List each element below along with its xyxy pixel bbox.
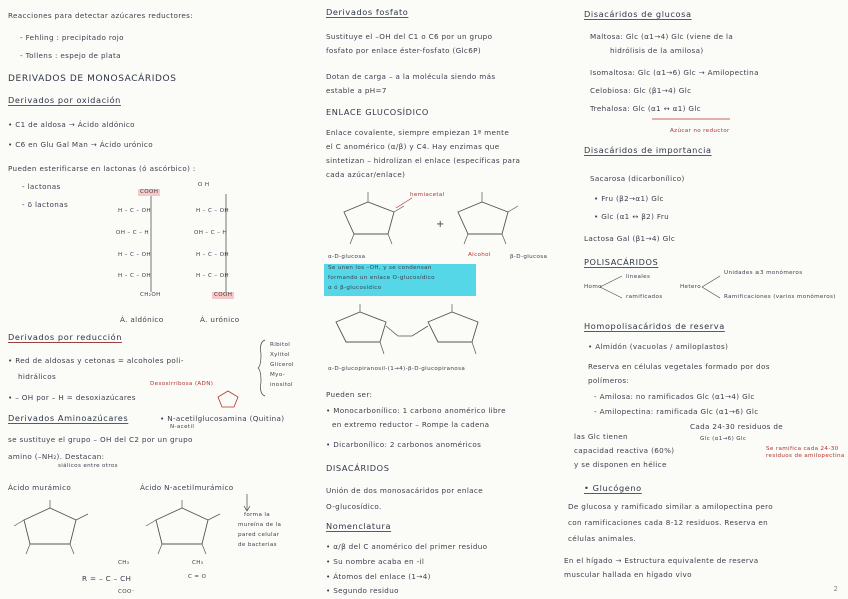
fischer-a-top: COOH [140,189,159,195]
lactonas-item: - lactonas [22,182,61,191]
disacaridos-title: DISACÁRIDOS [326,463,390,473]
nomenclatura-item: • α/β del C anomérico del primer residuo [326,542,488,551]
glicosidico-line-4: cada azúcar/enlace) [326,170,406,179]
fischer-a-row: H – C – OH [118,252,151,258]
sacarosa-glc: • Glc (α1 ↔ β2) Fru [594,212,670,221]
arrow-down-icon [244,494,250,512]
hetero-ramificaciones: Ramificaciones (varios monómeros) [724,294,836,300]
homo-lineales: lineales [626,274,651,280]
glicosidico-line-2: el C anomérico (α/β) y C4. Hay enzimas que [326,142,500,151]
beta-glucose-ring [452,198,522,248]
pueden-ser: Pueden ser: [326,390,373,399]
monocarbonilico-line-2: en extremo reductor – Rompe la cadena [332,420,490,429]
capacidad-line: capacidad reactiva (60%) [574,446,675,455]
column-middle [318,0,580,599]
acetilmuramico-ring [142,500,232,556]
carbonyl-label: C = O [188,574,207,580]
cada-line: Cada 24-30 residuos de [690,422,784,431]
amilopectina-line: - Amilopectina: ramificada Glc (α1→6) Glc [594,407,759,416]
glicosidico-line-3: sintetizan – hidrolizan el enlace (específicas para [326,156,521,165]
reduccion-example: inositol [270,382,293,388]
reduccion-example: Myo- [270,372,286,378]
glicosidico-title: ENLACE GLUCOSÍDICO [326,107,429,117]
amino-line-2: amino (–NH₂). Destacan: [8,452,105,461]
glc-tienen: las Glc tienen [574,432,628,441]
delta-lactonas-item: - δ lactonas [22,200,69,209]
nomenclatura-item: • Átomos del enlace (1→4) [326,572,431,581]
reduccion-line-1: • Red de aldosas y cetonas = alcoholes poli- [8,356,184,365]
reserva-line-1: Reserva en células vegetales formado por dos [588,362,770,371]
oxidacion-line-1: • C1 de aldosa → Ácido aldónico [8,120,135,129]
dicarbonilico-line: • Dicarbonílico: 2 carbonos anoméricos [326,440,482,449]
oxidacion-line-3: Pueden esterificarse en lactonas (ó ascórbico) : [8,164,196,173]
maltosa-line-2: hidrólisis de la amilosa) [610,46,704,55]
almidon-line: • Almidón (vacuolas / amiloplastos) [588,342,729,351]
reserva-line-2: polímeros: [588,376,630,385]
reserva-title: Homopolisacáridos de reserva [584,321,725,331]
isomaltosa-line: Isomaltosa: Glc (α1→6) Glc → Amilopectina [590,68,759,77]
glicosidico-line-1: Enlace covalente, siempre empiezan 1ª mente [326,128,510,137]
reduccion-example: Ribitol [270,342,291,348]
derivados-title: DERIVADOS DE MONOSACÁRIDOS [8,74,177,84]
cyan-line-2: formando un enlace O-glucosídico [328,275,435,281]
disaccharide-diagram [332,304,492,360]
amino-line-1: se sustituye el grupo – OH del C2 por un grupo [8,435,193,444]
cyan-line-3: α ó β-glucosídico [328,285,382,291]
reduccion-line-2: • – OH por – H = desoxiazúcares [8,393,136,402]
oxidacion-title: Derivados por oxidación [8,95,121,105]
r-formula: R = – C – CH [82,574,132,583]
glucogeno-line-4: En el hígado → Estructura equivalente de reserva [564,556,759,565]
maltosa-line: Maltosa: Glc (α1→4) Glc (viene de la [590,32,734,41]
column-left [0,0,318,599]
hemiacetal-arrow-icon [394,196,414,210]
amilosa-line: - Amilosa: no ramificados Glc (α1→4) Glc [594,392,755,401]
glc-link: Glc (α1→6) Glc [700,436,747,442]
fischer-b-row: OH – C – H [194,230,227,236]
reduccion-example: Xylitol [270,352,290,358]
fosfato-line-3: Dotan de carga – a la molécula siendo más [326,72,496,81]
desoxirribosa-ring [216,389,240,409]
reduccion-title: Derivados por reducción [8,332,122,342]
hetero-branch-icon [702,274,722,300]
fischer-b-backbone [221,194,231,304]
lactosa-line: Lactosa Gal (β1→4) Glc [584,234,676,243]
disacaridos-line-1: Unión de dos monosacáridos por enlace [326,486,484,495]
amino-sub: siálicos entre otros [58,463,118,469]
hemiacetal-label: hemiacetal [410,192,445,198]
plus-sign: + [436,219,445,230]
homo-ramificados: ramificados [626,294,663,300]
muramico-ring [10,500,100,556]
reduccion-example: Glicerol [270,362,294,368]
fosfato-line-1: Sustituye el –OH del C1 o C6 por un grupo [326,32,493,41]
mureina-note: mureína de la [238,522,282,528]
homo-branch-icon [600,274,624,300]
tollens-line: - Tollens : espejo de plata [20,51,121,60]
fischer-a-row: OH – C – H [116,230,149,236]
alcohol-label: Alcohol [468,252,491,258]
fischer-a-row: H – C – OH [118,273,151,279]
mureina-note: pared celular [238,532,280,538]
glucogeno-line-3: células animales. [568,534,637,543]
helice-line: y se disponen en hélice [574,460,667,469]
disacaridos-line-2: O-glucosídico. [326,502,382,511]
amino-title: Derivados Aminoazúcares [8,413,129,423]
nomenclatura-item: • Su nombre acaba en -il [326,557,425,566]
ch3-label-2: CH₃ [192,560,204,566]
coo-label: COO⁻ [118,589,136,595]
glucogeno-line-2: con ramificaciones cada 8-12 residuos. Reserva en [568,518,769,527]
cyan-line-1: Se unen los –OH, y se condensan [328,265,432,271]
fosfato-line-4: estable a pH=7 [326,86,387,95]
hetero-label: Hetero [680,284,701,290]
fehling-line: - Fehling : precipitado rojo [20,33,124,42]
label-aldonico: Á. aldónico [120,315,164,324]
muramico-title: Ácido murámico [8,483,72,492]
glucogeno-title: • Glucógeno [584,483,642,493]
rama-note: Se ramifica cada 24-30 residuos de amilopectina [766,446,845,459]
fischer-b-top: O H [198,182,210,188]
label-uronico: Á. urónico [200,315,240,324]
page-number: 2 [833,585,838,593]
mureina-note: de bacterias [238,542,277,548]
disaccharide-label: α-D-glucopiranosil-(1→4)-β-D-glucopiranosa [328,366,466,372]
monocarbonilico-line: • Monocarbonílico: 1 carbono anomérico libre [326,406,506,415]
fischer-b-row: H – C – OH [196,273,229,279]
glucogeno-line-5: muscular hallada en hígado vivo [564,570,692,579]
nomenclatura-title: Nomenclatura [326,521,392,531]
ch3-label: CH₃ [118,560,130,566]
reduccion-line-1b: hidrálicos [18,372,57,381]
importancia-title: Disacáridos de importancia [584,145,712,155]
amino-note: • N-acetilglucosamina (Quitina) [160,414,285,423]
alpha-glucose-label: α-D-glucosa [328,254,366,260]
acetilmuramico-title: Ácido N-acetilmurámico [140,483,234,492]
intro-title: Reacciones para detectar azúcares reductores: [8,11,194,20]
fischer-b-row: H – C – OH [196,252,229,258]
oxidacion-line-2: • C6 en Glu Gal Man → Ácido urónico [8,140,153,149]
trehalosa-underline [652,116,732,122]
beta-glucose-label: β-D-glucosa [510,254,548,260]
glucosa-title: Disacáridos de glucosa [584,9,692,19]
desoxirribosa-note: Desoxirribosa (ADN) [150,381,214,387]
fosfato-title: Derivados fosfato [326,7,409,17]
fischer-b-row: H – C – OH [196,208,229,214]
glucogeno-line-1: De glucosa y ramificado similar a amilopectina pero [568,502,774,511]
trehalosa-line: Trehalosa: Glc (α1 ↔ α1) Glc [590,104,701,113]
mureina-note: forma la [244,512,271,518]
column-right [564,0,848,599]
fischer-a-bottom: CH₂OH [140,292,161,298]
fischer-a-backbone [146,196,156,306]
reduccion-brace [258,340,266,396]
celobiosa-line: Celobiosa: Glc (β1→4) Glc [590,86,692,95]
homo-label: Homo [584,284,602,290]
no-reductor-note: Azúcar no reductor [670,128,730,134]
fosfato-line-2: fosfato por enlace éster-fosfato (Glc6P) [326,46,481,55]
fischer-a-row: H – C – OH [118,208,151,214]
sacarosa-fru: • Fru (β2→α1) Glc [594,194,664,203]
sacarosa-line: Sacarosa (dicarbonílico) [590,174,685,183]
polisacaridos-title: POLISACÁRIDOS [584,257,659,267]
fischer-b-bottom: COOH [214,292,233,298]
nomenclatura-item: • Segundo residuo [326,586,399,595]
amino-note-2: N-acetil [170,424,195,430]
hetero-unidades: Unidades ≥3 monómeros [724,270,803,276]
